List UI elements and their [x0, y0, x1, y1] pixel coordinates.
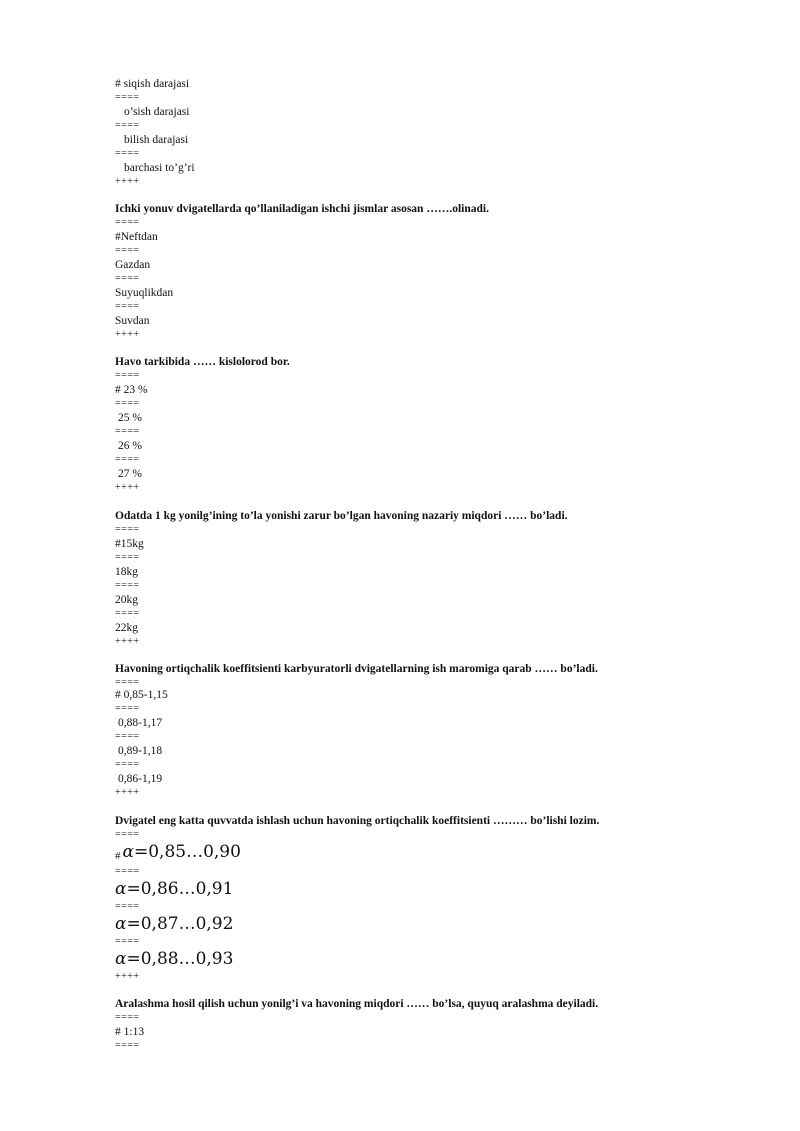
block-end: ++++	[115, 971, 140, 982]
math-option	[115, 914, 233, 934]
separator: ====	[115, 677, 140, 688]
separator: ====	[115, 829, 140, 840]
separator: ====	[115, 759, 140, 770]
block-end: ++++	[115, 636, 140, 647]
option: 18kg	[115, 566, 138, 578]
separator: ====	[115, 454, 140, 465]
option-correct: # 1:13	[115, 1026, 145, 1038]
separator: ====	[115, 245, 140, 256]
option: 27 %	[118, 468, 142, 480]
option: 26 %	[118, 440, 142, 452]
separator: ====	[115, 92, 140, 103]
separator: ====	[115, 731, 140, 742]
separator: ====	[115, 301, 140, 312]
separator: ====	[115, 552, 140, 563]
option: barchasi to’g’ri	[124, 162, 195, 174]
option: 0,86-1,19	[118, 773, 163, 785]
question-text: Odatda 1 kg yonilg’ining to’la yonishi zarur bo’lgan havoning nazariy miqdori …… bo’ladi.	[115, 510, 568, 522]
option-correct: #15kg	[115, 538, 144, 550]
option: Suvdan	[115, 315, 150, 327]
alpha-symbol: α	[115, 879, 127, 899]
separator: ====	[115, 1040, 140, 1051]
separator: ====	[115, 273, 140, 284]
math-value: =0,86…0,91	[126, 879, 234, 899]
question-text: Dvigatel eng katta quvvatda ishlash uchun havoning ortiqchalik koeffitsienti ……… bo’lishi lozim.	[115, 815, 600, 827]
correct-marker: #	[115, 850, 121, 862]
question-text: Havoning ortiqchalik koeffitsienti karbyuratorli dvigatellarning ish maromiga qarab …… bo’ladi.	[115, 663, 598, 675]
option: o’sish darajasi	[124, 106, 190, 118]
option-correct: # siqish darajasi	[115, 78, 190, 90]
math-option-correct	[115, 842, 241, 866]
block-end: ++++	[115, 329, 140, 340]
separator: ====	[115, 703, 140, 714]
separator: ====	[115, 217, 140, 228]
option-correct: #Neftdan	[115, 231, 158, 243]
question-text: Ichki yonuv dvigatellarda qo’llaniladigan ishchi jismlar asosan …….olinadi.	[115, 203, 489, 215]
option: bilish darajasi	[124, 134, 189, 146]
option-correct: # 23 %	[115, 384, 148, 396]
separator: ====	[115, 866, 140, 877]
question-text: Havo tarkibida …… kislolorod bor.	[115, 356, 290, 368]
alpha-symbol: α	[122, 842, 134, 862]
math-option	[115, 949, 233, 969]
block-end: ++++	[115, 482, 140, 493]
math-option	[115, 879, 233, 899]
option: 25 %	[118, 412, 142, 424]
separator: ====	[115, 1012, 140, 1023]
separator: ====	[115, 398, 140, 409]
separator: ====	[115, 580, 140, 591]
math-value: =0,87…0,92	[126, 914, 234, 934]
option: 22kg	[115, 622, 138, 634]
separator: ====	[115, 370, 140, 381]
separator: ====	[115, 524, 140, 535]
block-end: ++++	[115, 176, 140, 187]
option: Gazdan	[115, 259, 151, 271]
separator: ====	[115, 936, 140, 947]
alpha-symbol: α	[115, 914, 127, 934]
option: 0,89-1,18	[118, 745, 163, 757]
separator: ====	[115, 608, 140, 619]
math-value: =0,88…0,93	[126, 949, 234, 969]
alpha-symbol: α	[115, 949, 127, 969]
option: 0,88-1,17	[118, 717, 163, 729]
math-value: =0,85…0,90	[133, 842, 241, 862]
option: Suyuqlikdan	[115, 287, 174, 299]
separator: ====	[115, 426, 140, 437]
option: 20kg	[115, 594, 138, 606]
separator: ====	[115, 901, 140, 912]
separator: ====	[115, 148, 140, 159]
block-end: ++++	[115, 787, 140, 798]
separator: ====	[115, 120, 140, 131]
question-text: Aralashma hosil qilish uchun yonilg’i va havoning miqdori …… bo’lsa, quyuq aralashma deyiladi.	[115, 998, 599, 1010]
option-correct: # 0,85-1,15	[115, 689, 168, 701]
